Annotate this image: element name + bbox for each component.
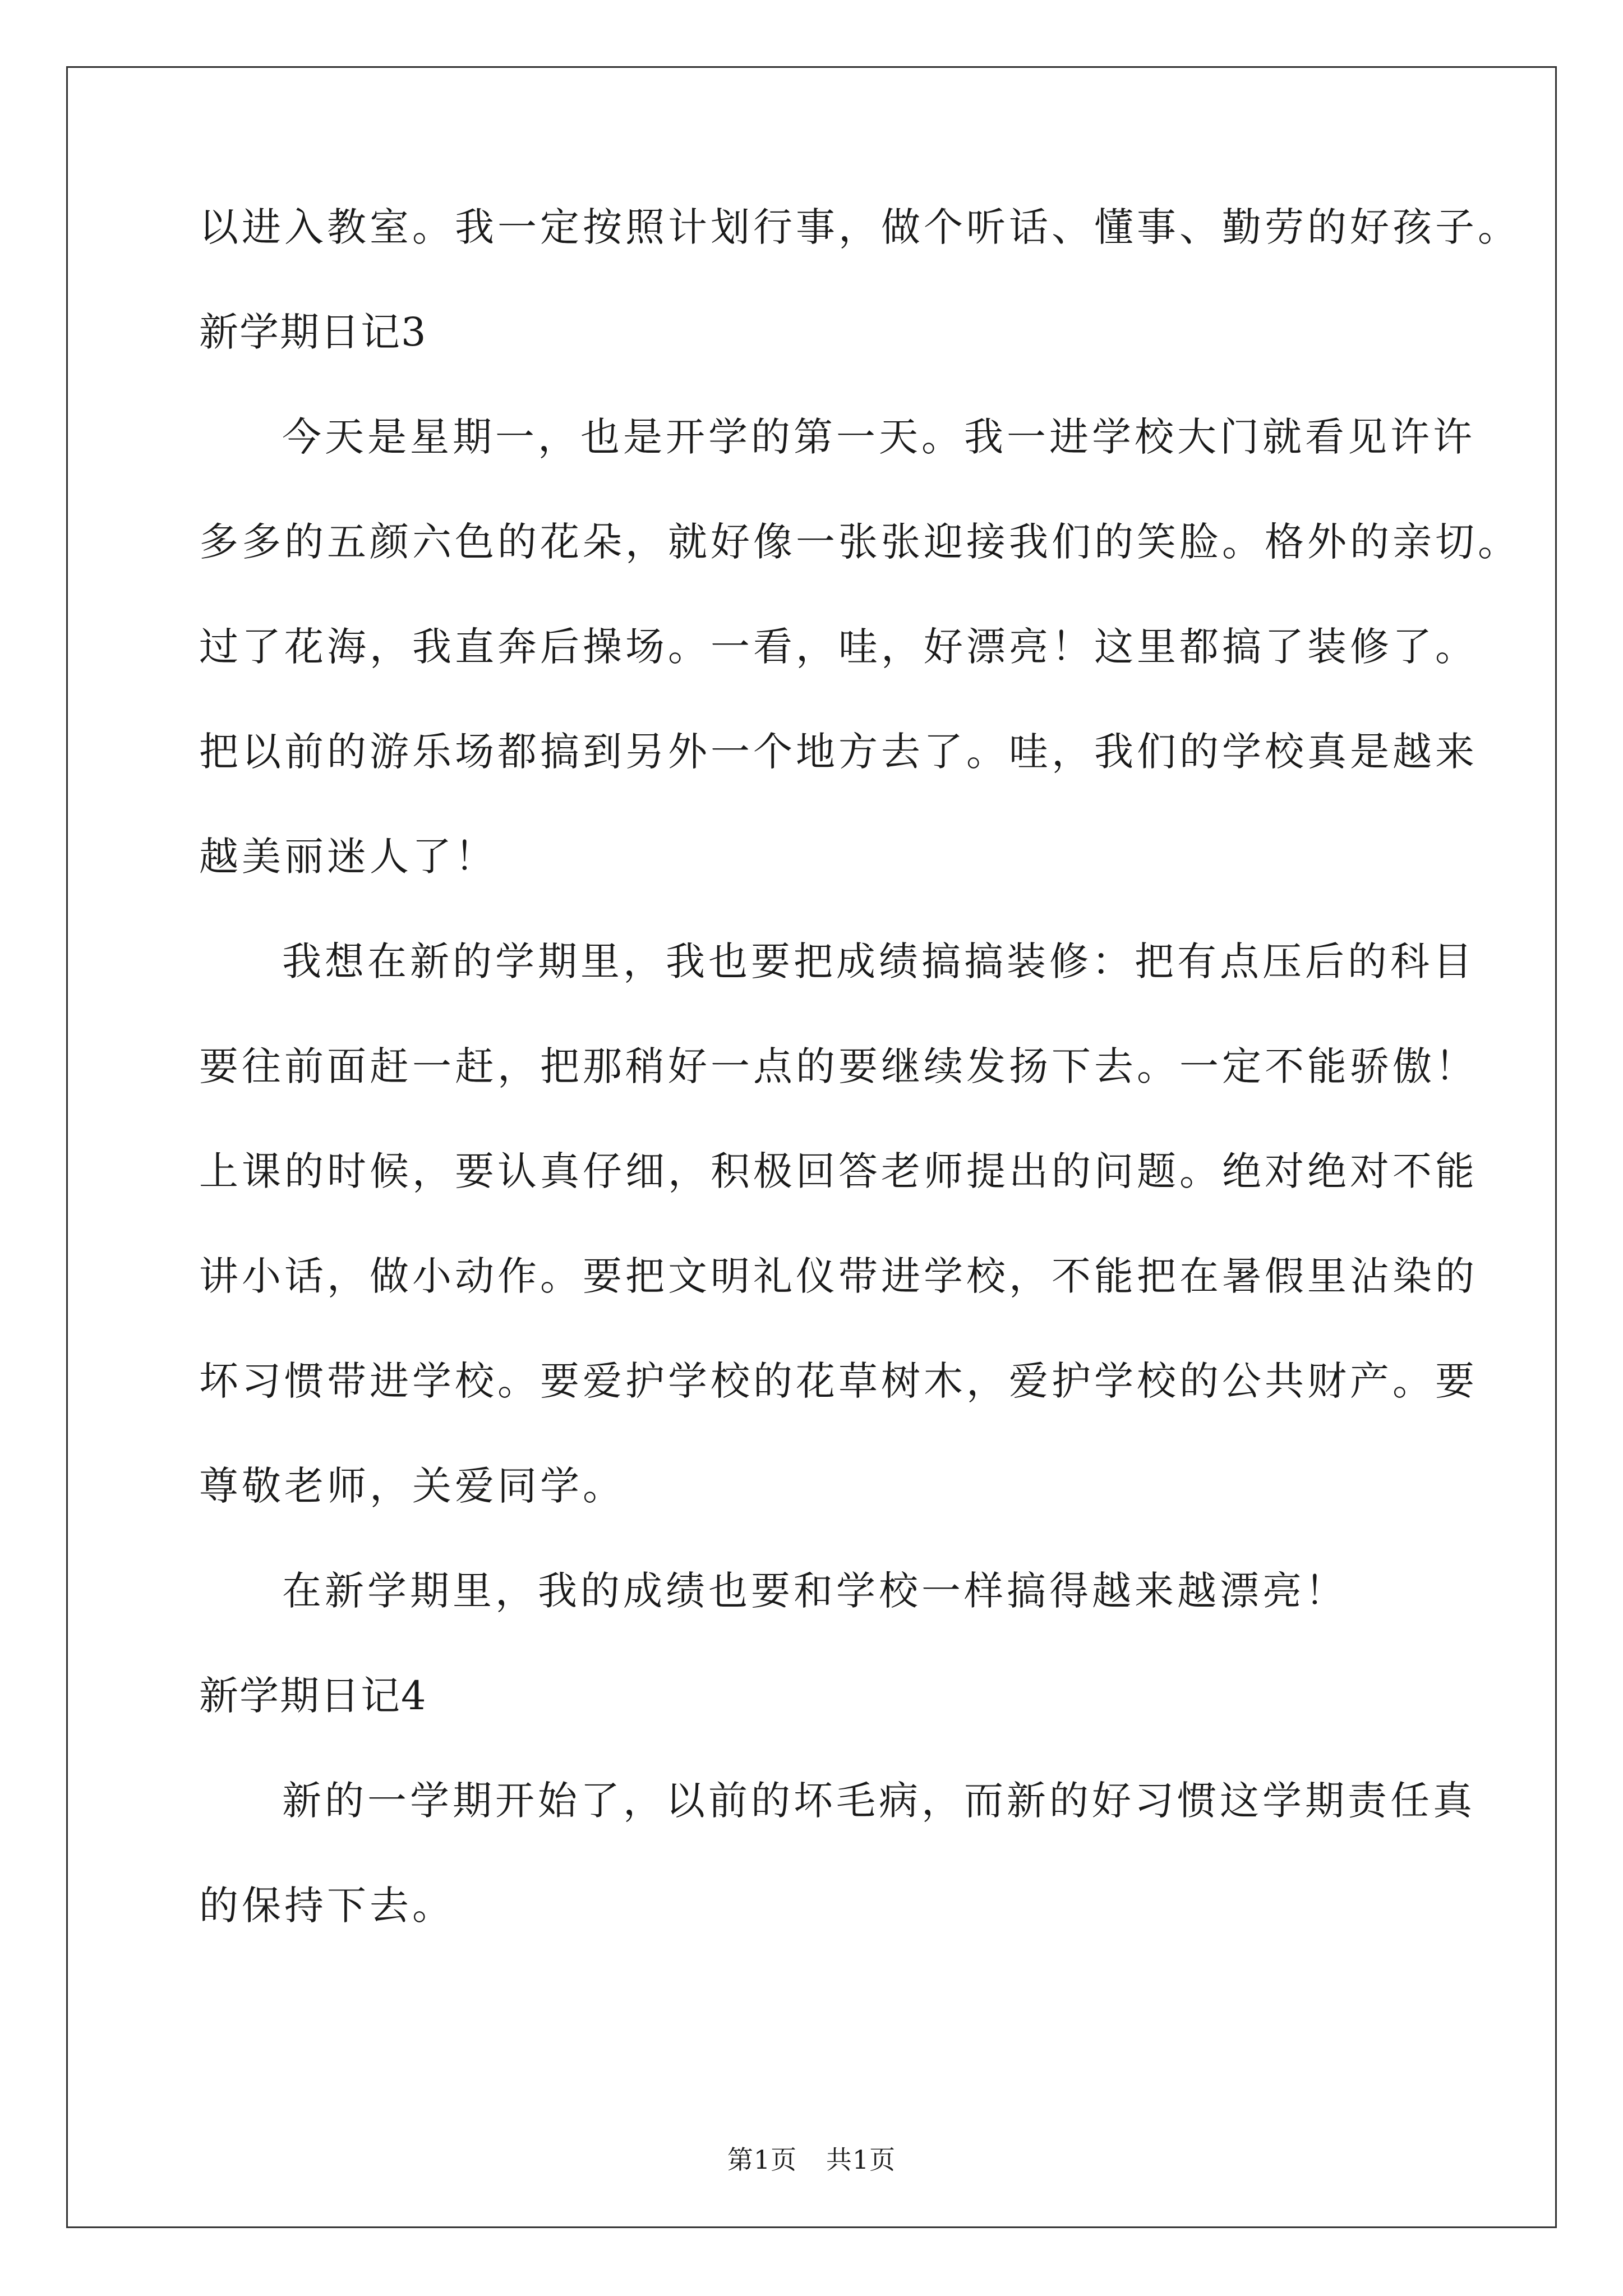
page-number: 第1页 <box>727 2145 797 2175</box>
text-line: 今天是星期一，也是开学的第一天。我一进学校大门就看见许许 <box>282 414 1476 460</box>
text-line: 讲小话，做小动作。要把文明礼仪带进学校，不能把在暑假里沾染的 <box>199 1253 1478 1299</box>
text-line: 的保持下去。 <box>199 1883 455 1929</box>
text-line: 尊敬老师，关爱同学。 <box>199 1463 625 1509</box>
section-heading: 新学期日记3 <box>199 309 427 355</box>
text-line: 我想在新的学期里，我也要把成绩搞搞装修：把有点压后的科目 <box>282 938 1476 984</box>
text-line: 多多的五颜六色的花朵，就好像一张张迎接我们的笑脸。格外的亲切。 <box>199 519 1520 565</box>
text-line: 新的一学期开始了，以前的坏毛病，而新的好习惯这学期责任真 <box>282 1778 1476 1824</box>
text-line: 过了花海，我直奔后操场。一看，哇，好漂亮！这里都搞了装修了。 <box>199 624 1478 670</box>
text-line: 坏习惯带进学校。要爱护学校的花草树木，爱护学校的公共财产。要 <box>199 1358 1478 1404</box>
section-heading: 新学期日记4 <box>199 1673 427 1719</box>
text-line: 越美丽迷人了！ <box>199 834 497 880</box>
text-line: 把以前的游乐场都搞到另外一个地方去了。哇，我们的学校真是越来 <box>199 729 1478 775</box>
page-footer <box>0 2143 1623 2177</box>
text-line: 在新学期里，我的成绩也要和学校一样搞得越来越漂亮！ <box>282 1568 1348 1614</box>
text-line: 上课的时候，要认真仔细，积极回答老师提出的问题。绝对绝对不能 <box>199 1148 1478 1194</box>
page-total: 共1页 <box>826 2145 896 2175</box>
document-body <box>199 202 1520 1985</box>
text-line: 要往前面赶一赶，把那稍好一点的要继续发扬下去。一定不能骄傲！ <box>199 1043 1478 1089</box>
text-line: 以进入教室。我一定按照计划行事，做个听话、懂事、勤劳的好孩子。 <box>199 204 1520 250</box>
